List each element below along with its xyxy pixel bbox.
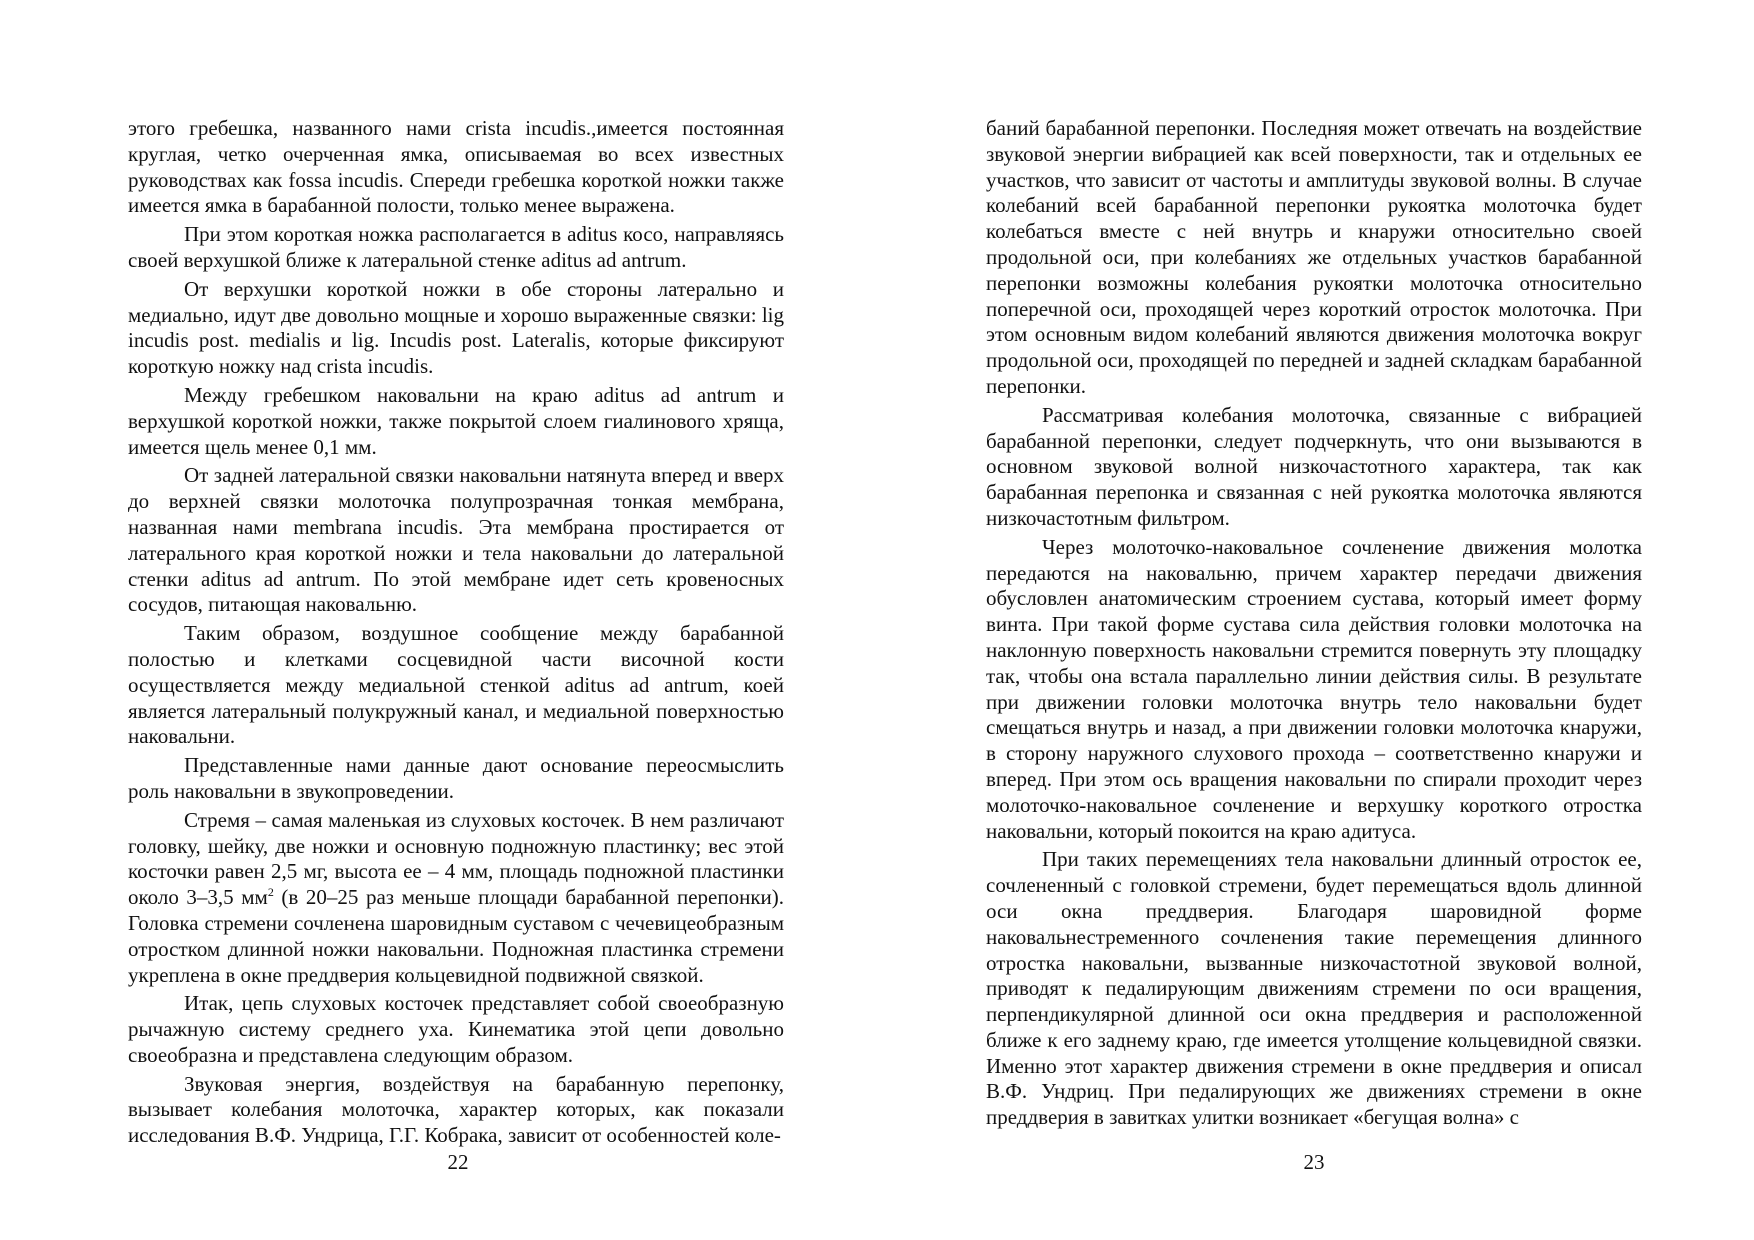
paragraph: При таких перемещениях тела наковальни длинный отросток ее, сочлененный с головкой стремени, будет перемещаться вдоль длинной оси окна преддверия. Благодаря шаровидной форме наковальнестременного сочленения такие перемещения длинного отростка наковальни, вызванные низкочастотной звуковой волной, приводят к педалирующим движениям стремени по оси вращения, перпендикулярной длинной оси окна преддверия и расположенной ближе к его заднему краю, где имеется утолщение кольцевидной связки. Именно этот характер движения стремени в окне преддверия и описал В.Ф. Ундриц. При педалирующих же движениях стремени в окне преддверия в завитках улитки возникает «бегущая волна» с	[986, 847, 1642, 1130]
left-page-text	[128, 116, 784, 1152]
paragraph: Таким образом, воздушное сообщение между барабанной полостью и клетками сосцевидной части височной кости осуществляется между медиальной стенкой aditus ad antrum, коей является латеральный полукружный канал, и медиальной поверхностью наковальни.	[128, 621, 784, 749]
paragraph: Между гребешком наковальни на краю aditus ad antrum и верхушкой короткой ножки, также покрытой слоем гиалинового хряща, имеется щель менее 0,1 мм.	[128, 382, 784, 459]
paragraph: От задней латеральной связки наковальни натянута вперед и вверх до верхней связки молоточка полупрозрачная тонкая мембрана, названная нами membrana incudis. Эта мембрана простирается от латерального края короткой ножки и тела наковальни до латеральной стенки aditus ad antrum. По этой мембране идет сеть кровеносных сосудов, питающая наковальню.	[128, 463, 784, 617]
paragraph-stapes	[128, 808, 784, 989]
stapes-text-after: (в 20–25 раз меньше площади барабанной перепонки). Головка стремени сочленена шаровидным суставом с чечевицеобразным отростком длинной ножки наковальни. Подножная пластинка стремени укреплена в окне преддверия кольцевидной подвижной связкой.	[128, 885, 784, 987]
paragraph: Итак, цепь слуховых косточек представляет собой своеобразную рычажную систему среднего уха. Кинематика этой цепи довольно своеобразна и представлена следующим образом.	[128, 991, 784, 1067]
paragraph: этого гребешка, названного нами crista incudis.,имеется постоянная круглая, четко очерченная ямка, описываемая во всех известных руководствах как fossa incudis. Спереди гребешка короткой ножки также имеется ямка в барабанной полости, только менее выражена.	[128, 116, 784, 218]
paragraph: Рассматривая колебания молоточка, связанные с вибрацией барабанной перепонки, следует подчеркнуть, что они вызываются в основном звуковой волной низкочастотного характера, так как барабанная перепонка и связанная с ней рукоятка молоточка являются низкочастотным фильтром.	[986, 402, 1642, 530]
right-page-text	[986, 116, 1642, 1134]
paragraph: Представленные нами данные дают основание переосмыслить роль наковальни в звукопроведении.	[128, 753, 784, 803]
page-number-left: 22	[447, 1150, 469, 1174]
paragraph: От верхушки короткой ножки в обе стороны латерально и медиально, идут две довольно мощные и хорошо выраженные связки: lig incudis post. medialis и lig. Incudis post. Lateralis, которые фиксируют короткую ножку над crista incudis.	[128, 276, 784, 379]
paragraph: При этом короткая ножка располагается в aditus косо, направляясь своей верхушкой ближе к латеральной стенке aditus ad antrum.	[128, 222, 784, 272]
paragraph: баний барабанной перепонки. Последняя может отвечать на воздействие звуковой энергии вибрацией как всей поверхности, так и отдельных ее участков, что зависит от частоты и амплитуды звуковой волны. В случае колебаний всей барабанной перепонки рукоятка молоточка будет колебаться вместе с ней внутрь и кнаружи относительно своей продольной оси, при колебаниях же отдельных участков барабанной перепонки возможны колебания рукоятки молоточка относительно поперечной оси, проходящей через короткий отросток молоточка. При этом основным видом колебаний являются движения молоточка вокруг продольной оси, проходящей по передней и задней складкам барабанной перепонки.	[986, 116, 1642, 398]
stapes-text-before: Стремя – самая маленькая из слуховых косточек. В нем различают головку, шейку, две ножки и основную подножную пластинку; вес этой косточки равен 2,5 мг, высота ее – 4 мм, площадь подножной пластинки около 3–3,5 мм	[128, 807, 784, 910]
paragraph: Звуковая энергия, воздействуя на барабанную перепонку, вызывает колебания молоточка, характер которых, как показали исследования В.Ф. Ундрица, Г.Г. Кобрака, зависит от особенностей коле-	[128, 1071, 784, 1148]
page-number-right: 23	[1303, 1150, 1325, 1174]
paragraph: Через молоточко-наковальное сочленение движения молотка передаются на наковальню, причем характер передачи движения обусловлен анатомическим строением сустава, который имеет форму винта. При такой форме сустава сила действия головки молоточка на наклонную поверхность наковальни стремится повернуть эту площадку так, чтобы она встала параллельно линии действия силы. В результате при движении головки молоточка внутрь тело наковальни будет смещаться внутрь и назад, а при движении головки молоточка кнаружи, в сторону наружного слухового прохода – соответственно кнаружи и вперед. При этом ось вращения наковальни по спирали проходит через молоточко-наковальное сочленение и верхушку короткого отростка наковальни, который покоится на краю адитуса.	[986, 534, 1642, 843]
superscript: 2	[267, 885, 274, 900]
